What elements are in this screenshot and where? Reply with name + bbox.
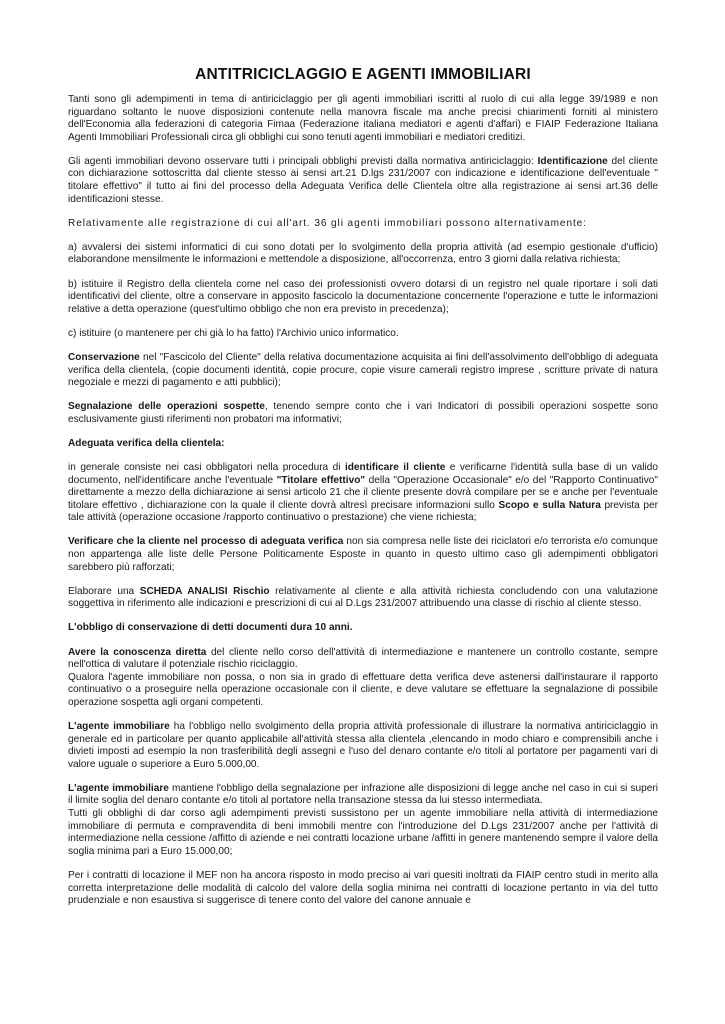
body-paragraph [68,218,658,231]
paragraph-text: prevista per tale attività (operazione occasione /rapporto continuativo o prestazione) che viene richiesta; [68,499,659,524]
paragraph-text: c) istituire (o mantenere per chi già lo ha fatto) l'Archivio unico informatico. [68,327,399,339]
paragraph-text: ha l'obbligo nello svolgimento della propria attività professionale di illustrare la normativa antiriciclaggio in generale ed in particolare per quanto applicabile all'attività stessa alla clientela ,elencando in modo chiaro e comprensibili anche i divieti imposti ad esempio la non trasferibilità degli assegni e l'uso del denaro contante e/o titoli al portatore per pagamenti vari di valore uguale o superiore a Euro 5.000,00. [68,720,659,770]
paragraph-text: a) avvalersi dei sistemi informatici di cui sono dotati per lo svolgimento della propria attività (ad esempio gestionale d'ufficio) elaborandone mensilmente le informazioni e mettendole a disposizione, all'occorrenza, entro 3 giorni dalla relativa richiesta; [68,241,658,266]
body-paragraph [68,242,658,267]
paragraph-text: del cliente nello corso dell'attività di intermediazione e mantenere un controllo costante, sempre nell'ottica di valutare il potenziale rischio riciclaggio. [68,646,658,671]
bold-text: "Titolare effettivo" [276,474,366,486]
bold-text: Adeguata verifica della clientela: [68,437,225,449]
paragraph-text: mantiene l'obbligo della segnalazione per infrazione alle disposizioni di legge anche nel caso in cui si superi il limite soglia del denaro contante e/o titoli al portatore nella transazione stessa da lui stesso intermediata. [68,782,658,807]
body-paragraph [68,462,658,525]
body-paragraph [68,647,658,672]
body-paragraph [68,808,658,858]
bold-text: identificare il cliente [344,461,446,473]
body-paragraph [68,622,658,635]
document-body [68,66,658,919]
paragraph-list [68,94,658,908]
bold-text: L'agente immobiliare [68,720,170,732]
bold-text: Segnalazione delle operazioni sospette [68,401,265,413]
paragraph-text: in generale consiste nei casi obbligatori nella procedura di [68,461,345,473]
body-paragraph [68,352,658,390]
body-paragraph [68,536,658,574]
bold-text: Avere la conoscenza diretta [68,646,207,658]
paragraph-text: Elaborare una [68,585,140,597]
paragraph-text: Tutti gli obblighi di dar corso agli adempimenti previsti sussistono per un agente immobiliare nella attività di intermediazione immobiliare di permuta e compravendita di beni immobili mentre con l'introduzione del D.Lgs 231/2007 anche per l'attività di intermediazione nella cessione /affitto di aziende e nei contratti locazione urbane /affitti in genere mantenendo sempre il valore della soglia minima pari a Euro 15.000,00; [68,808,658,857]
paragraph-text: , tenendo sempre conto che i vari Indicatori di possibili operazioni sospette sono esclusivamente giusti riferimenti non probatori ma informativi; [68,401,658,425]
body-paragraph [68,586,658,611]
body-paragraph [68,401,658,426]
body-paragraph [68,721,658,771]
paragraph-text: Tanti sono gli adempimenti in tema di antiriciclaggio per gli agenti immobiliari iscritti al ruolo di cui alla legge 39/1989 e non riguardano soltanto le nuove disposizioni contenute nella manovra fiscale ma anche precisi chiarimenti forniti al ministero dell'Economia alla federazioni di categoria Fimaa (Federazione italiana mediatori e agenti d'affari) e FIAIP Federazione Italiana Agenti Immobiliari Professionali circa gli obblighi cui sono tenuti agenti immobiliari e mediatori creditizi. [68,94,658,143]
paragraph-text: Per i contratti di locazione il MEF non ha ancora risposto in modo preciso ai vari quesiti inoltrati da FIAIP centro studi in merito alla corretta interpretazione delle modalità di calcolo del valore della soglia minima nei contratti di locazione pertanto in via del tutto prudenziale e non esaustiva si suggerisce di tenere conto del valore del canone annuale e [68,869,658,907]
paragraph-text: non sia compresa nelle liste dei riciclatori e/o terrorista e/o comunque non appartenga alle liste delle Persone Politicamente Esposte in quanto in questo ultimo caso gli adempimenti obbligatori sarebbero più rafforzati; [68,536,658,573]
bold-text: Conservazione [68,351,140,363]
bold-text: Identificazione [537,155,608,167]
bold-text: L'obbligo di conservazione di detti documenti dura 10 anni. [68,622,353,634]
body-paragraph [68,156,658,206]
body-paragraph [68,328,658,341]
body-paragraph [68,279,658,317]
paragraph-text: nel "Fascicolo del Cliente" della relativa documentazione acquisita ai fini dell'assolvimento dell'obbligo di adeguata verifica della clientela, (copie documenti identità, copie procure, copie visure camerali registro imprese , scritture private di natura negoziale e mezzi di pagamento e atti pubblici); [68,351,658,389]
body-paragraph [68,94,658,144]
paragraph-text: del cliente con dichiarazione sottoscritta dal cliente stesso ai sensi art.21 D.lgs 231/2007 con indicazione e identificazione dell'eventuale " titolare effettivo" il tutto ai fini del processo della Adeguata Verifica delle Clientela oltre alla registrazione ai sensi art.36 delle identificazioni stesse. [68,155,658,205]
paragraph-text: della "Operazione Occasionale" e/o del "Rapporto Continuativo" direttamente a mezzo della dichiarazione ai sensi articolo 21 che il cliente presente dovrà compilare per se e anche per l'eventuale titolare effettivo , dichiarazione con la quale il cliente dovrà altresì precisare informazioni sullo [68,474,658,511]
document-title: ANTITRICICLAGGIO E AGENTI IMMOBILIARI [195,66,531,83]
bold-text: Verificare che la cliente nel processo di adeguata verifica [68,536,344,548]
paragraph-text: relativamente al cliente e alla attività richiesta concludendo con una valutazione soggettiva in riferimento alle indicazioni e prescrizioni di cui al D.Lgs 231/2007 attribuendo una classe di rischio al cliente stesso. [68,585,658,610]
body-paragraph [68,438,658,451]
bold-text: L'agente immobiliare [68,782,169,794]
paragraph-text: Qualora l'agente immobiliare non possa, o non sia in grado di effettuare detta verifica deve astenersi dall'instaurare il rapporto continuativo o a proseguire nella operazione occasionale con il cliente, e deve valutare se effettuare la segnalazione di possibile operazione sospetta agli organi competenti. [68,671,658,708]
paragraph-text: e verificarne l'identità sulla base di un valido documento, nell'identificare anche l'eventuale [68,461,658,486]
paragraph-text: b) istituire il Registro della clientela come nel caso dei professionisti ovvero dotarsi di un registro nel quale riportare i soli dati identificativi del cliente, oltre a conservare in apposito fascicolo la documentazione concernente l'operazione e tutte le informazioni relative a detta operazione (quest'ultimo obbligo che non era previsto in precedenza); [68,278,658,315]
body-paragraph [68,870,658,908]
body-paragraph [68,783,658,808]
body-paragraph [68,672,658,710]
bold-text: Scopo e sulla Natura [498,499,601,511]
bold-text: SCHEDA ANALISI Rischio [139,585,270,597]
paragraph-text: Relativamente alle registrazione di cui all'art. 36 gli agenti immobiliari possono alternativamente: [68,217,587,229]
paragraph-text: Gli agenti immobiliari devono osservare tutti i principali obblighi previsti dalla normativa antiriciclaggio: [68,155,538,167]
